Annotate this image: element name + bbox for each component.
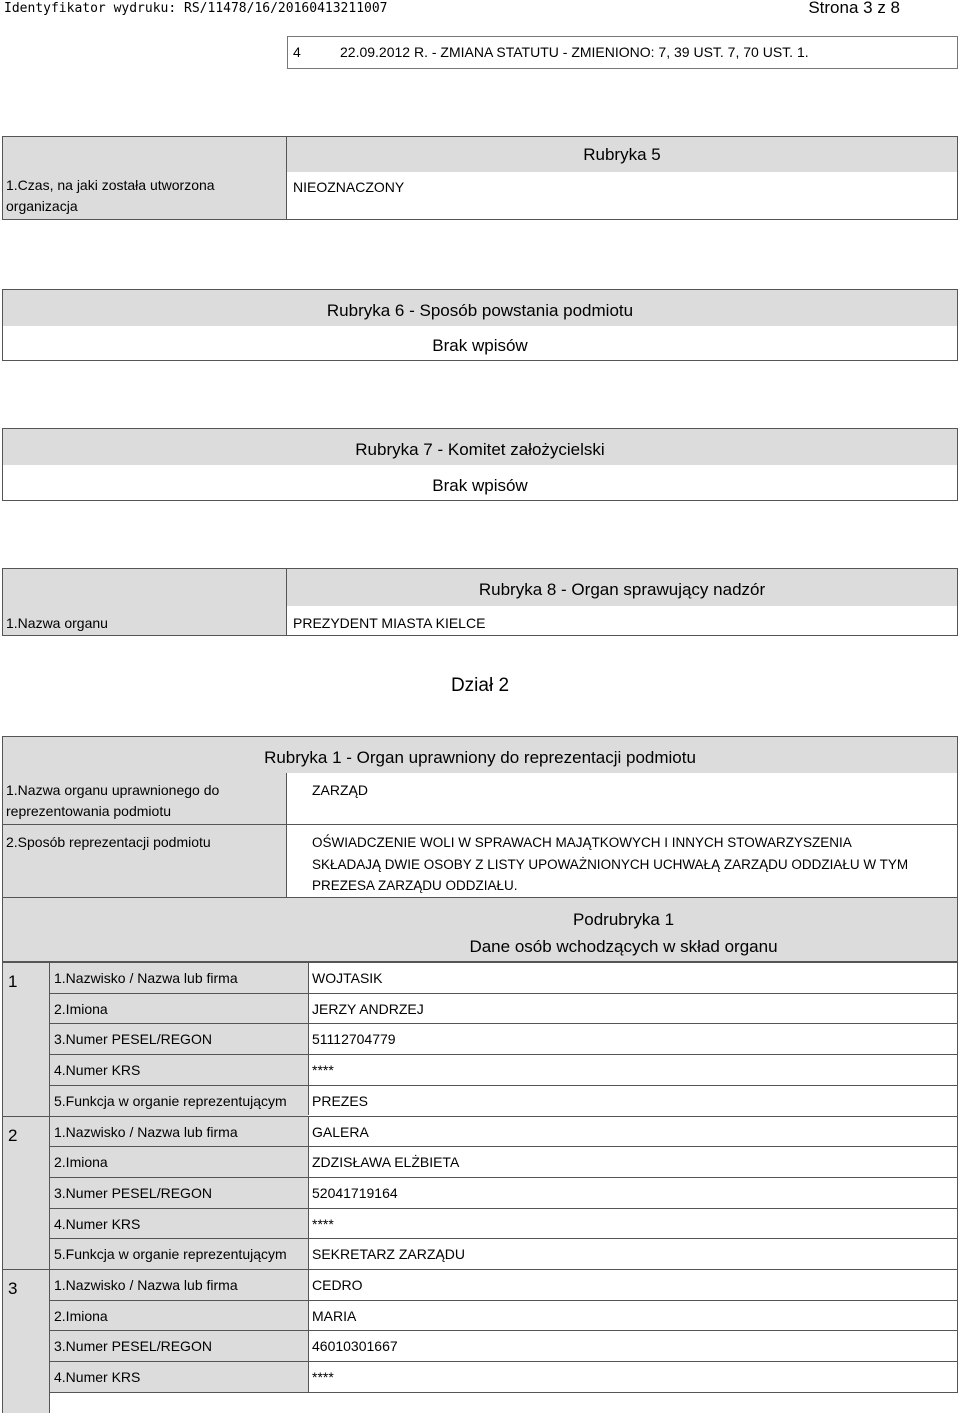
person-row-divider (308, 1208, 309, 1239)
change-row-number: 4 (293, 44, 301, 60)
person-row-divider (308, 1023, 309, 1054)
person-surname-value: CEDRO (312, 1277, 363, 1293)
d2-field1-value: ZARZĄD (312, 782, 368, 798)
podrubryka1-title (2, 898, 958, 962)
rubryka6-title (3, 290, 957, 326)
person-surname-label: 1.Nazwisko / Nazwa lub firma (54, 1123, 238, 1140)
d2-rubryka1-title (3, 737, 957, 773)
person-surname-value: GALERA (312, 1123, 369, 1140)
person-pesel-value: 52041719164 (312, 1184, 398, 1201)
rubryka6-title-text: Rubryka 6 - Sposób powstania podmiotu (326, 301, 634, 320)
person-row-separator (50, 1208, 958, 1209)
persons-table (2, 962, 958, 1413)
person-names-value: JERZY ANDRZEJ (312, 1000, 424, 1017)
person-row-divider (308, 962, 309, 993)
person-row-separator (50, 1330, 958, 1331)
person-number: 3 (8, 1279, 18, 1298)
rubryka5-label-cell (3, 137, 287, 219)
d2-field2-label: 2.Sposób reprezentacji podmiotu (6, 834, 211, 850)
person-surname-label: 1.Nazwisko / Nazwa lub firma (54, 970, 238, 986)
rubryka5-title-text: Rubryka 5 (583, 145, 661, 164)
person-krs-value: **** (312, 1215, 334, 1232)
d2-field1-label-cell (3, 773, 287, 825)
person-row-divider (308, 1054, 309, 1085)
person-pesel-value: 51112704779 (312, 1031, 396, 1048)
person-pesel-value: 46010301667 (312, 1338, 398, 1355)
person-group-separator (2, 1116, 958, 1117)
person-krs-label: 4.Numer KRS (54, 1062, 141, 1079)
rubryka8-title (287, 569, 957, 606)
person-names-value: ZDZISŁAWA ELŻBIETA (312, 1154, 460, 1171)
rubryka8-label: 1.Nazwa organu (6, 615, 108, 631)
person-row-separator (50, 1300, 958, 1301)
rubryka7-value: Brak wpisów (432, 476, 528, 495)
person-row-divider (308, 1116, 309, 1147)
person-function-label: 5.Funkcja w organie reprezentującym (54, 1092, 287, 1109)
person-names-value: MARIA (312, 1307, 357, 1324)
person-row-separator (50, 1238, 958, 1239)
person-row-separator (50, 1146, 958, 1147)
rubryka5-title (287, 137, 957, 172)
person-row-divider (308, 1085, 309, 1116)
person-row-separator (50, 1361, 958, 1362)
rubryka7-title-text: Rubryka 7 - Komitet założycielski (355, 440, 605, 459)
persons-number-col (2, 962, 50, 1413)
person-row-divider (308, 1269, 309, 1300)
person-group-separator (2, 962, 958, 963)
persons-bottom-line (50, 1392, 958, 1393)
person-names-label: 2.Imiona (54, 1154, 108, 1171)
change-row-text: 22.09.2012 R. - ZMIANA STATUTU - ZMIENIONO: 7, 39 UST. 7, 70 UST. 1. (340, 44, 809, 60)
page-number: Strona 3 z 8 (808, 0, 900, 17)
person-surname-label: 1.Nazwisko / Nazwa lub firma (54, 1277, 238, 1293)
person-krs-label: 4.Numer KRS (54, 1369, 141, 1386)
rubryka7-title (3, 429, 957, 465)
person-row-separator (50, 1054, 958, 1055)
person-row-divider (308, 993, 309, 1024)
person-pesel-label: 3.Numer PESEL/REGON (54, 1338, 212, 1355)
rubryka5-label: 1.Czas, na jaki została utworzona organizacja (6, 177, 215, 214)
print-identifier: Identyfikator wydruku: RS/11478/16/20160413211007 (4, 1, 388, 16)
person-pesel-label: 3.Numer PESEL/REGON (54, 1031, 212, 1048)
d2-rubryka1-title-text: Rubryka 1 - Organ uprawniony do reprezentacji podmiotu (264, 748, 696, 767)
person-group-separator (2, 1269, 958, 1270)
person-row-divider (308, 1361, 309, 1392)
person-row-separator (50, 1177, 958, 1178)
person-row-separator (50, 1023, 958, 1024)
person-row-separator (50, 993, 958, 994)
podrubryka1-title-line2: Dane osób wchodzących w skład organu (469, 937, 778, 956)
person-krs-value: **** (312, 1062, 334, 1079)
rubryka8-title-text: Rubryka 8 - Organ sprawujący nadzór (478, 580, 766, 599)
rubryka6-value: Brak wpisów (432, 336, 528, 355)
d2-field2-value: OŚWIADCZENIE WOLI W SPRAWACH MAJĄTKOWYCH I INNYCH STOWARZYSZENIA SKŁADAJĄ DWIE OSOBY Z LISTY UPOWAŻNIONYCH UCHWAŁĄ ZARZĄDU ODDZIAŁU W TYM PREZESA ZARZĄDU ODDZIAŁU. (312, 835, 909, 893)
podrubryka1-title-line1: Podrubryka 1 (572, 910, 675, 929)
person-row-divider (308, 1238, 309, 1269)
rubryka8-label-cell (3, 569, 287, 635)
person-row-divider (308, 1300, 309, 1331)
person-function-label: 5.Funkcja w organie reprezentującym (54, 1246, 287, 1263)
person-krs-value: **** (312, 1369, 334, 1386)
person-number: 1 (8, 972, 18, 991)
person-row-divider (308, 1146, 309, 1177)
person-row-divider (308, 1177, 309, 1208)
person-krs-label: 4.Numer KRS (54, 1215, 141, 1232)
rubryka8-value: PREZYDENT MIASTA KIELCE (293, 615, 486, 631)
d2-field1-label: 1.Nazwa organu uprawnionego do reprezentowania podmiotu (6, 782, 220, 819)
person-names-label: 2.Imiona (54, 1000, 108, 1017)
person-names-label: 2.Imiona (54, 1307, 108, 1324)
person-surname-value: WOJTASIK (312, 970, 383, 986)
person-number: 2 (8, 1125, 18, 1145)
person-row-separator (50, 1085, 958, 1086)
rubryka5-value: NIEOZNACZONY (293, 179, 405, 195)
person-row-divider (308, 1330, 309, 1361)
section-title: Dział 2 (450, 675, 510, 696)
d2-field2-label-cell (3, 825, 287, 897)
person-function-value: SEKRETARZ ZARZĄDU (312, 1246, 465, 1263)
person-function-value: PREZES (312, 1092, 369, 1109)
person-pesel-label: 3.Numer PESEL/REGON (54, 1184, 212, 1201)
